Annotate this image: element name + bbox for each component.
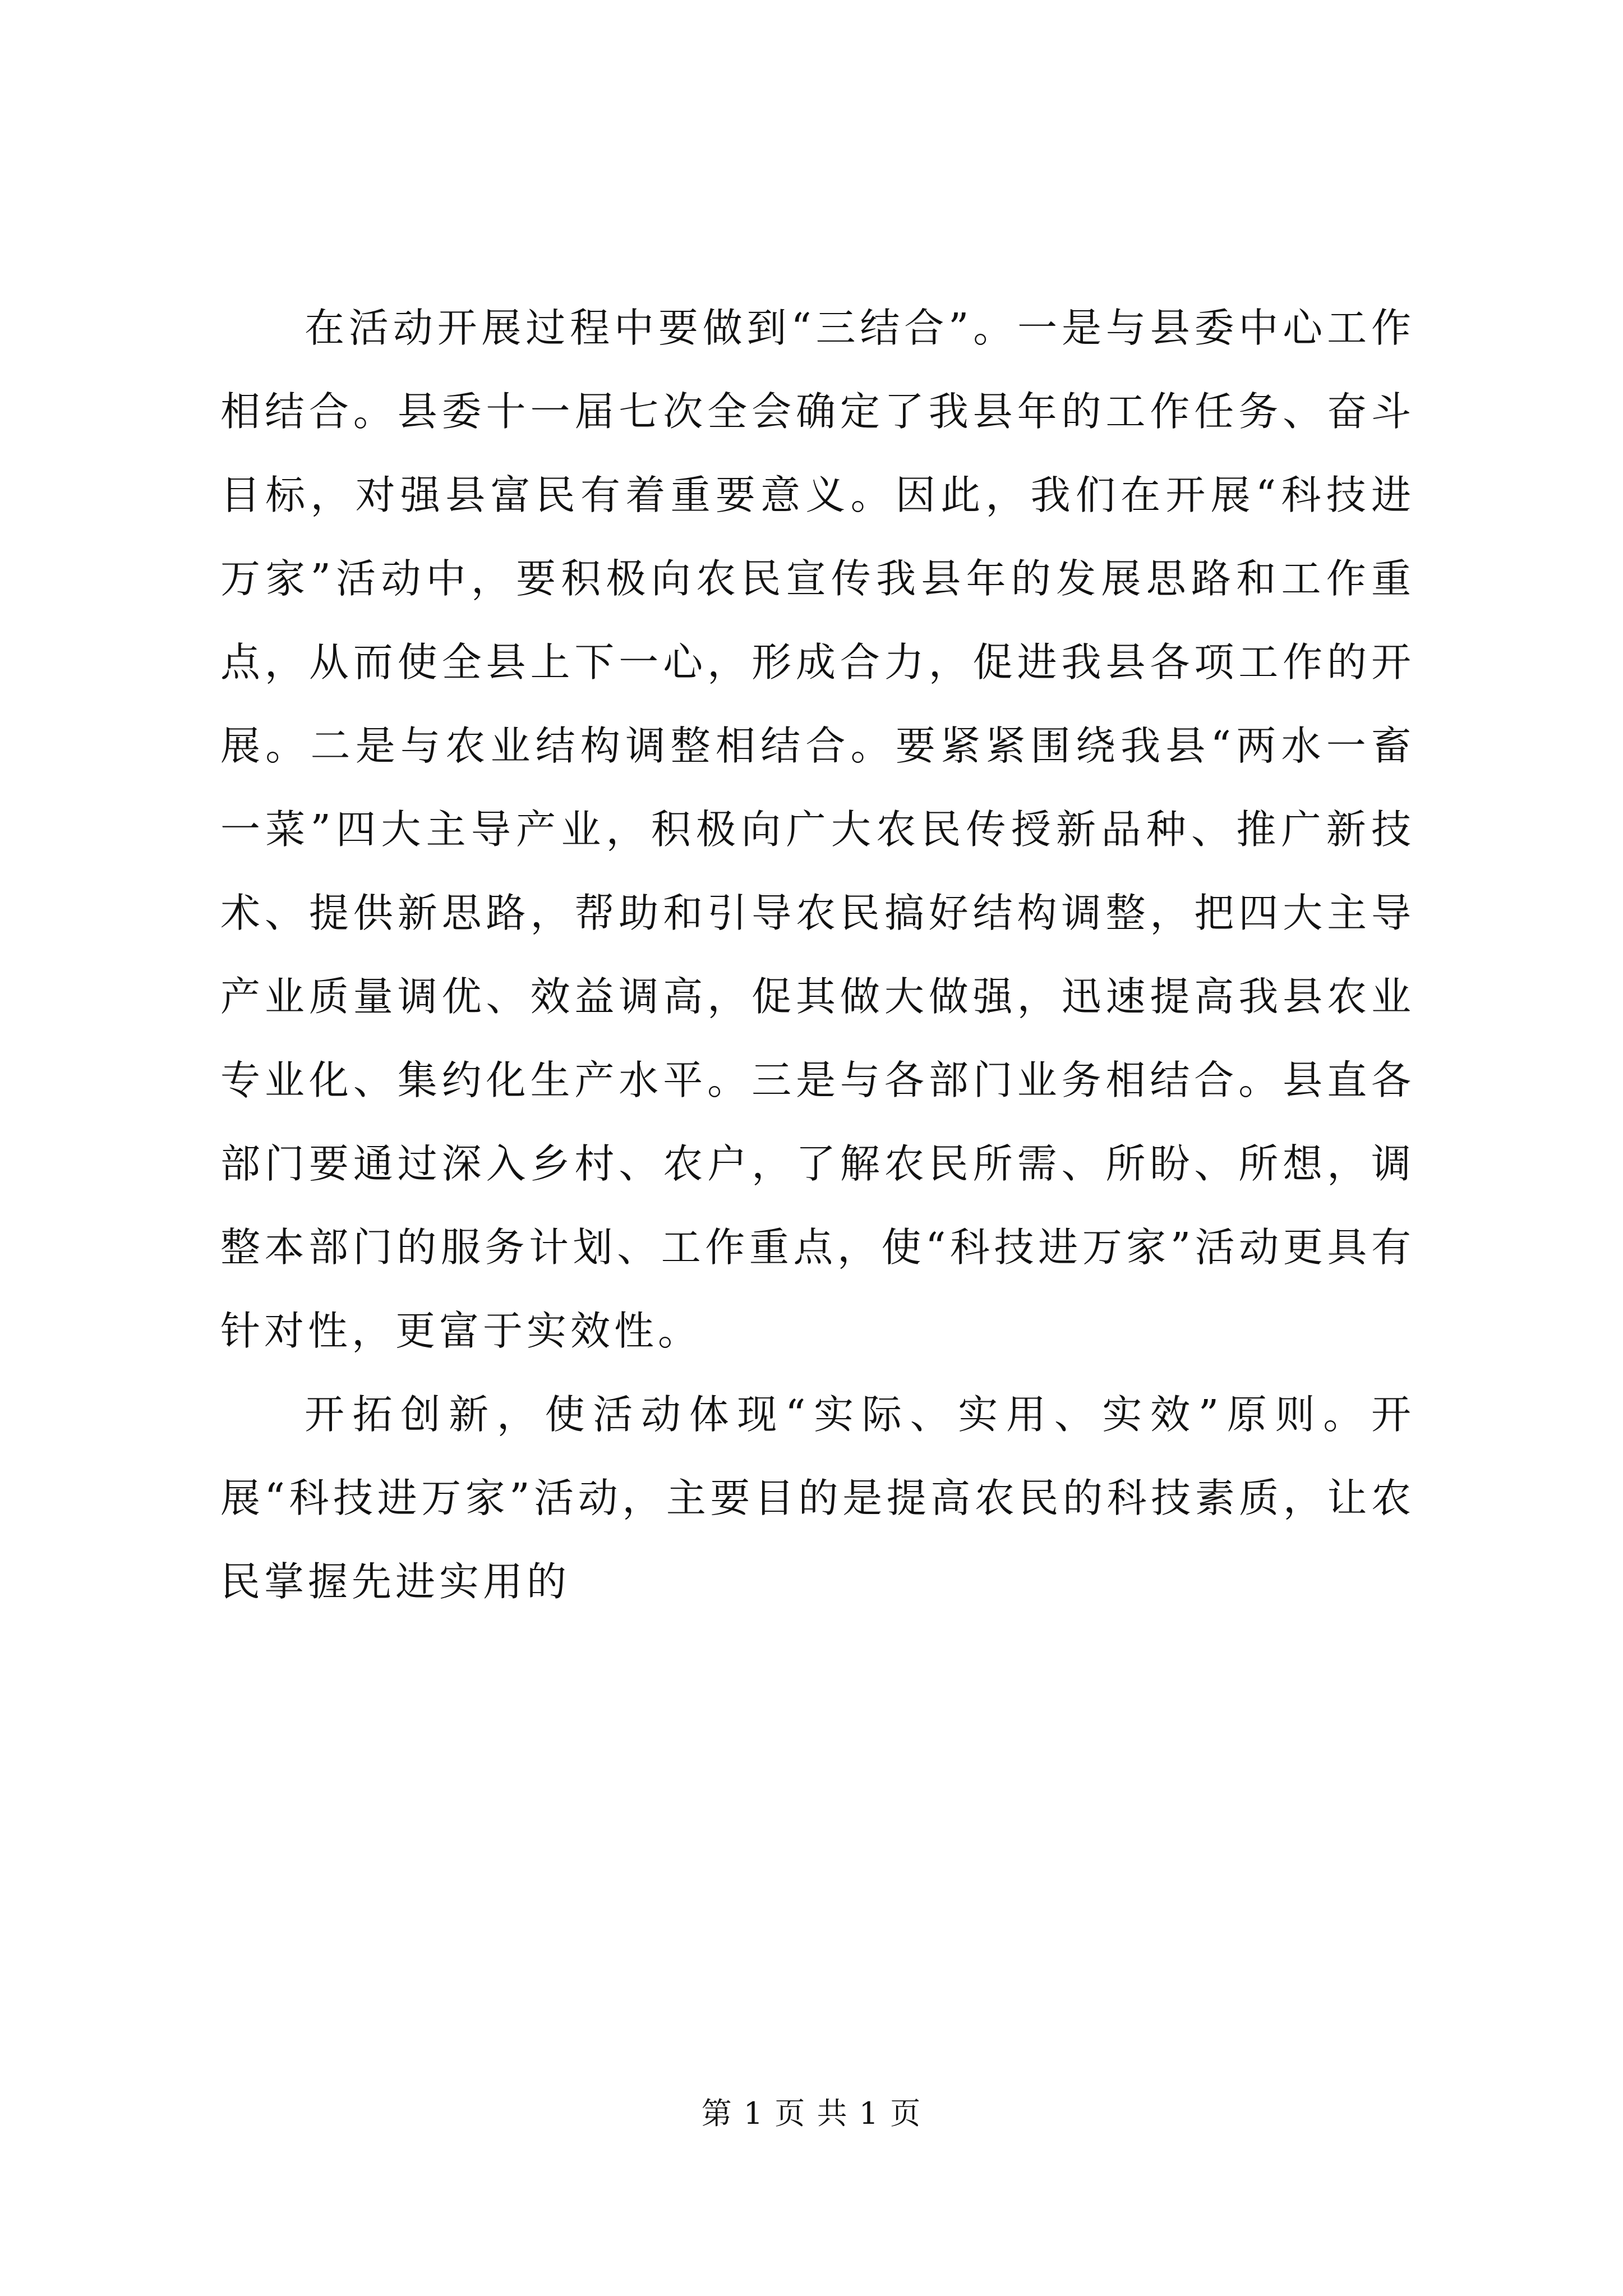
page-footer: 第 1 页 共 1 页 — [701, 2096, 922, 2131]
paragraph-2: 开拓创新，使活动体现“实际、实用、实效”原则。开展“科技进万家”活动，主要目的是提高农民的科技素质，让农民掌握先进实用的 — [220, 1391, 1415, 1605]
document-body — [220, 286, 1415, 1623]
paragraph-1: 在活动开展过程中要做到“三结合”。一是与县委中心工作相结合。县委十一届七次全会确定了我县年的工作任务、奋斗目标，对强县富民有着重要意义。因此，我们在开展“科技进万家”活动中，要积极向农民宣传我县年的发展思路和工作重点，从而使全县上下一心，形成合力，促进我县各项工作的开展。二是与农业结构调整相结合。要紧紧围绕我县“两水一畜一菜”四大主导产业，积极向广大农民传授新品种、推广新技术、提供新思路，帮助和引导农民搞好结构调整，把四大主导产业质量调优、效益调高，促其做大做强，迅速提高我县农业专业化、集约化生产水平。三是与各部门业务相结合。县直各部门要通过深入乡村、农户，了解农民所需、所盼、所想，调整本部门的服务计划、工作重点，使“科技进万家”活动更具有针对性，更富于实效性。 — [220, 305, 1415, 1354]
